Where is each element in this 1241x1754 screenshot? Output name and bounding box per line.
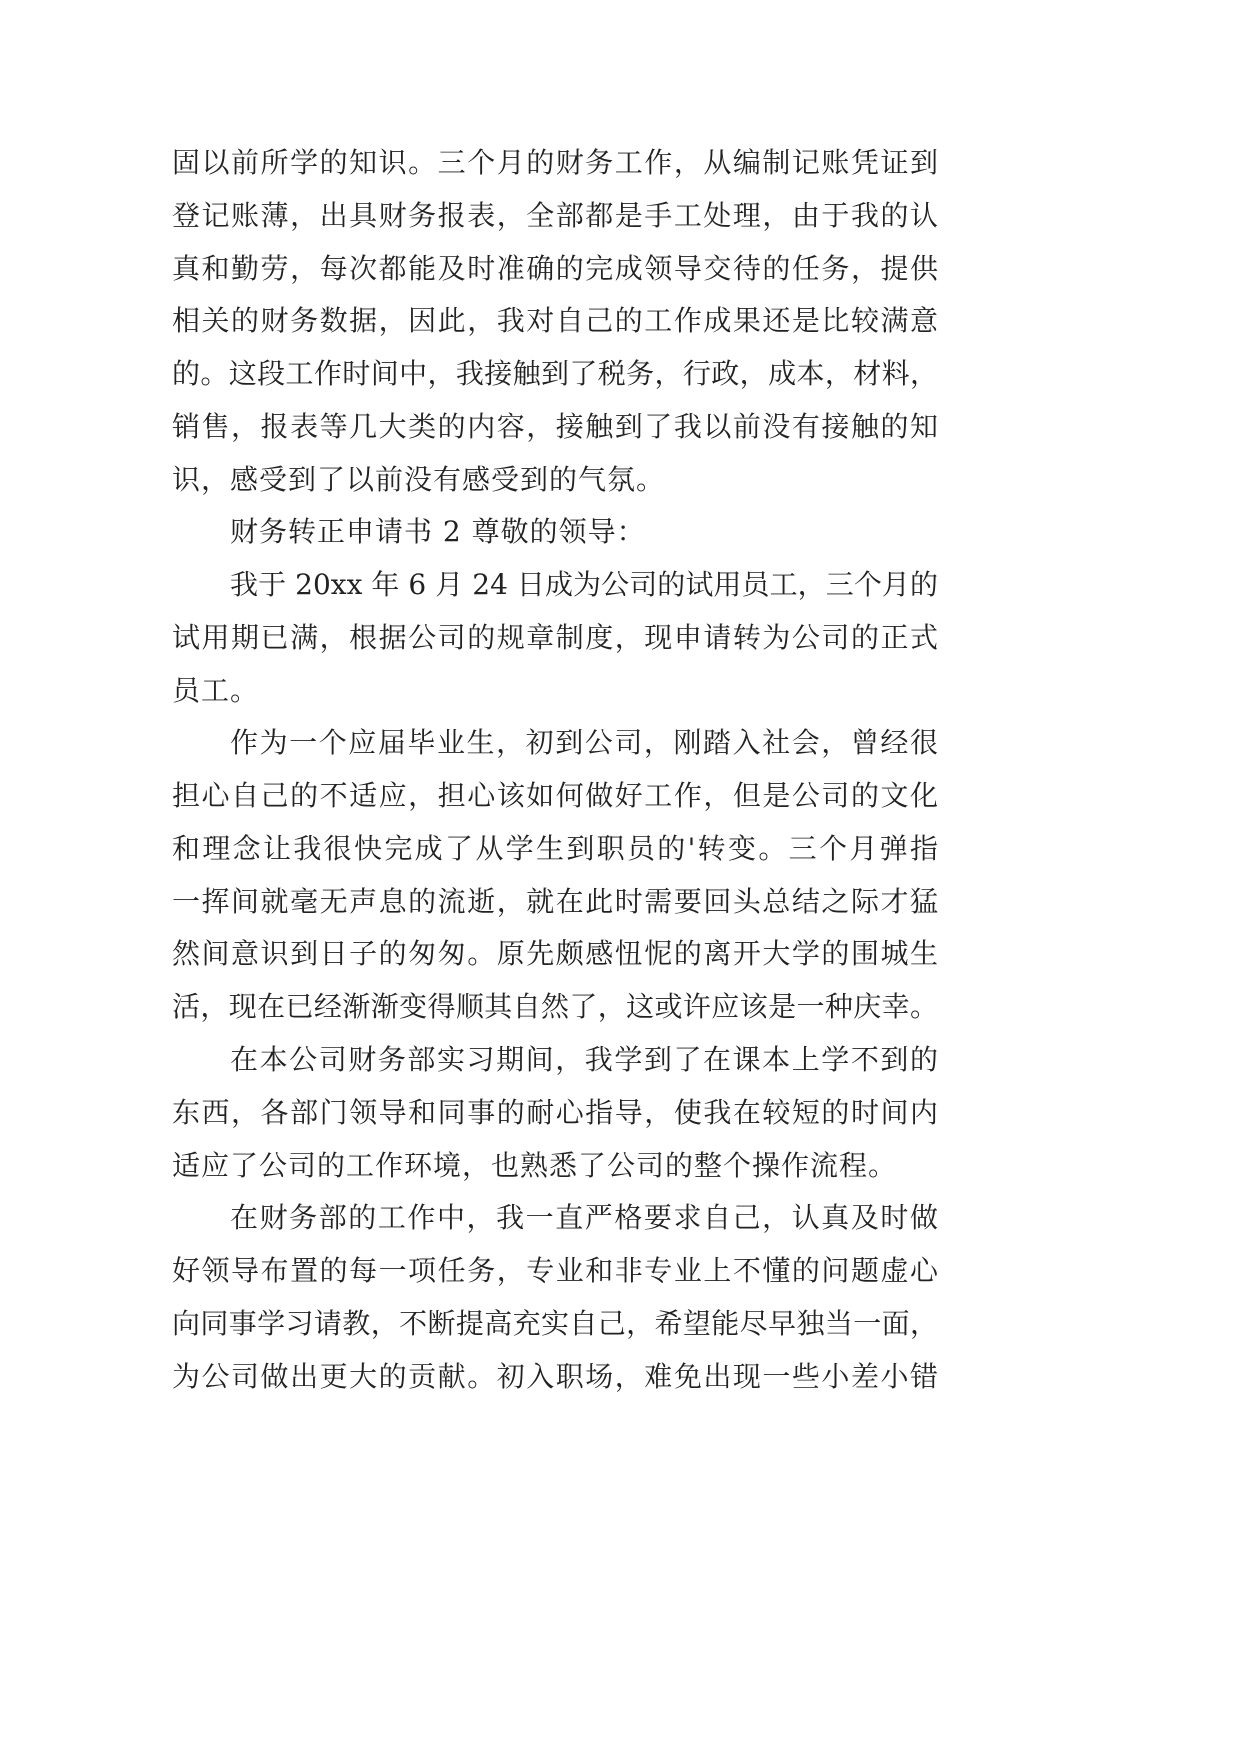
text-line: 作为一个应届毕业生，初到公司，刚踏入社会，曾经很 bbox=[230, 726, 938, 760]
text-line: 东西，各部门领导和同事的耐心指导，使我在较短的时间内 bbox=[172, 1095, 938, 1129]
text-line: 和理念让我很快完成了从学生到职员的'转变。三个月弹指 bbox=[172, 831, 938, 865]
paragraph-continued bbox=[172, 137, 938, 506]
text-line: 适应了公司的工作环境，也熟悉了公司的整个操作流程。 bbox=[172, 1148, 898, 1182]
text-line: 向同事学习请教，不断提高充实自己，希望能尽早独当一面， bbox=[172, 1306, 938, 1340]
text-line: 员工。 bbox=[172, 673, 260, 707]
text-line: 我于 20xx 年 6 月 24 日成为公司的试用员工，三个月的 bbox=[230, 568, 938, 602]
document-body bbox=[172, 137, 938, 1403]
text-line: 活，现在已经渐渐变得顺其自然了，这或许应该是一种庆幸。 bbox=[172, 990, 938, 1024]
text-line: 在本公司财务部实习期间，我学到了在课本上学不到的 bbox=[230, 1043, 938, 1077]
paragraph-intro bbox=[172, 559, 938, 717]
text-line: 销售，报表等几大类的内容，接触到了我以前没有接触的知 bbox=[172, 409, 938, 443]
salutation-line: 财务转正申请书 2 尊敬的领导： bbox=[230, 515, 646, 549]
text-line: 登记账薄，出具财务报表，全部都是手工处理，由于我的认 bbox=[172, 198, 938, 232]
text-line: 一挥间就毫无声息的流逝，就在此时需要回头总结之际才猛 bbox=[172, 884, 938, 918]
salutation-paragraph bbox=[172, 506, 938, 559]
text-line: 担心自己的不适应，担心该如何做好工作，但是公司的文化 bbox=[172, 779, 938, 813]
text-line: 然间意识到日子的匆匆。原先颇感忸怩的离开大学的围城生 bbox=[172, 937, 938, 971]
paragraph-graduate bbox=[172, 717, 938, 1034]
text-line: 真和勤劳，每次都能及时准确的完成领导交待的任务，提供 bbox=[172, 251, 938, 285]
text-line: 固以前所学的知识。三个月的财务工作，从编制记账凭证到 bbox=[172, 146, 938, 179]
text-line: 识，感受到了以前没有感受到的气氛。 bbox=[172, 462, 666, 496]
text-line: 为公司做出更大的贡献。初入职场，难免出现一些小差小错 bbox=[172, 1359, 938, 1393]
text-line: 相关的财务数据，因此，我对自己的工作成果还是比较满意 bbox=[172, 304, 938, 338]
text-line: 好领导布置的每一项任务，专业和非专业上不懂的问题虚心 bbox=[172, 1254, 938, 1288]
text-line: 在财务部的工作中，我一直严格要求自己，认真及时做 bbox=[230, 1201, 938, 1235]
paragraph-work bbox=[172, 1192, 938, 1403]
text-line: 试用期已满，根据公司的规章制度，现申请转为公司的正式 bbox=[172, 620, 938, 654]
paragraph-internship bbox=[172, 1034, 938, 1192]
text-line: 的。这段工作时间中，我接触到了税务，行政，成本，材料， bbox=[172, 357, 938, 391]
